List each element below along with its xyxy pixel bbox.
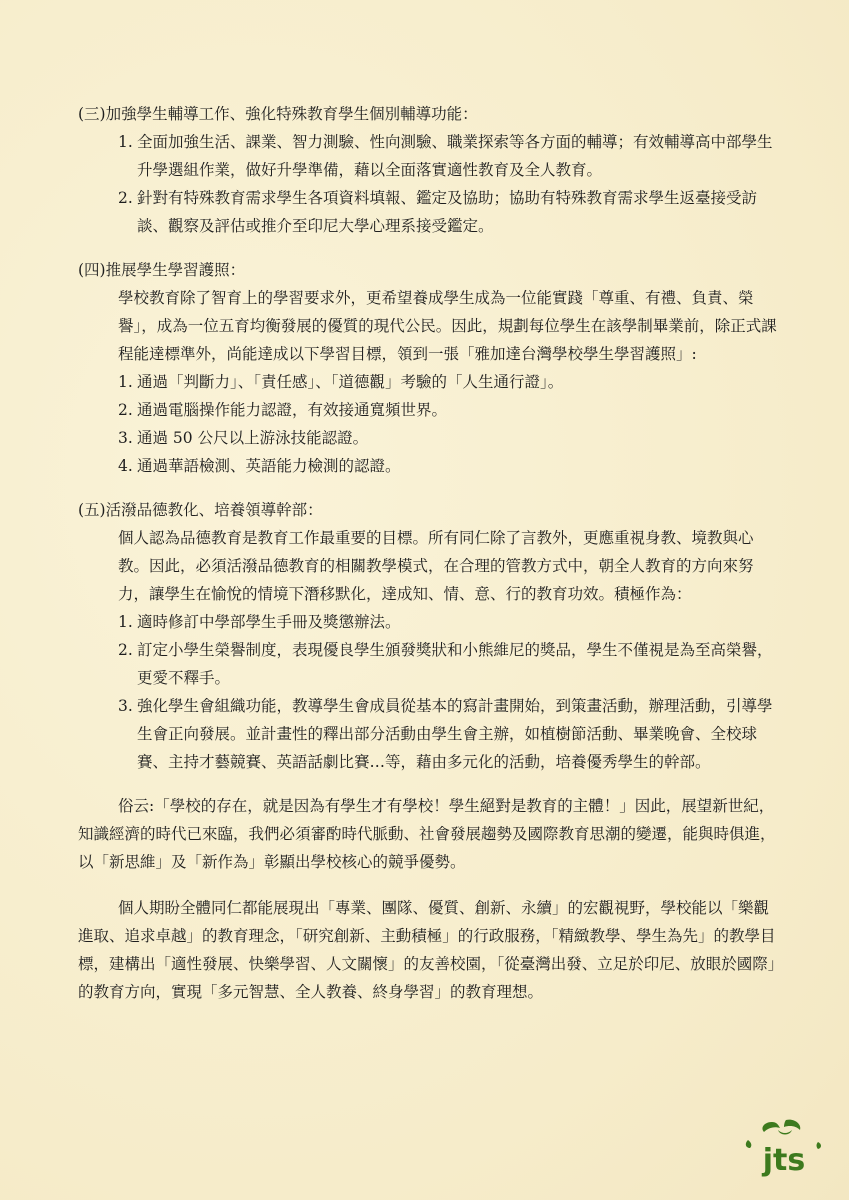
item-text: 通過 50 公尺以上游泳技能認證。 (137, 429, 369, 447)
item-number: 3. (118, 697, 133, 715)
item-text: 強化學生會組織功能，教導學生會成員從基本的寫計畫開始，到策畫活動，辦理活動，引導學生會正向發展。並計畫性的釋出部分活動由學生會主辦，如植樹節活動、畢業晚會、全校球賽、主持才藝競賽、英語話劇比賽…等，藉由多元化的活動，培養優秀學生的幹部。 (137, 697, 773, 771)
list-item (78, 692, 778, 776)
section-guidance (78, 100, 778, 240)
item-number: 1. (118, 373, 133, 391)
item-number: 2. (118, 641, 133, 659)
item-text: 全面加強生活、課業、智力測驗、性向測驗、職業探索等各方面的輔導；有效輔導高中部學生升學選組作業，做好升學準備，藉以全面落實適性教育及全人教育。 (137, 133, 773, 179)
section-intro: 個人認為品德教育是教育工作最重要的目標。所有同仁除了言教外，更應重視身教、境教與心教。因此，必須活潑品德教育的相關教學模式，在合理的管教方式中，朝全人教育的方向來努力，讓學生在愉悅的情境下潛移默化，達成知、情、意、行的教育功效。積極作為： (118, 529, 754, 603)
closing-paragraph: 個人期盼全體同仁都能展現出「專業、團隊、優質、創新、永續」的宏觀視野，學校能以「樂觀進取、追求卓越」的教育理念，「研究創新、主動積極」的行政服務，「精緻教學、學生為先」的教學目標，建構出「適性發展、快樂學習、人文關懷」的友善校園，「從臺灣出發、立足於印尼、放眼於國際」的教育方向，實現「多元智慧、全人教養、終身學習」的教育理想。 (78, 899, 776, 1001)
section-heading: (三)加強學生輔導工作、強化特殊教育學生個別輔導功能： (78, 105, 478, 123)
section-passport (78, 256, 778, 480)
item-number: 3. (118, 429, 133, 447)
item-number: 1. (118, 613, 133, 631)
item-number: 4. (118, 457, 133, 475)
item-text: 通過「判斷力」、「責任感」、「道德觀」考驗的「人生通行證」。 (137, 373, 564, 391)
section-heading: (四)推展學生學習護照： (78, 261, 246, 279)
item-number: 2. (118, 189, 133, 207)
closing-paragraph: 俗云:「學校的存在，就是因為有學生才有學校！學生絕對是教育的主體！」因此，展望新世紀，知識經濟的時代已來臨，我們必須審酌時代脈動、社會發展趨勢及國際教育思潮的變遷，能與時俱進，以「新思維」及「新作為」彰顯出學校核心的競爭優勢。 (78, 797, 776, 871)
item-text: 針對有特殊教育需求學生各項資料填報、鑑定及協助；協助有特殊教育需求學生返臺接受訪談、觀察及評估或推介至印尼大學心理系接受鑑定。 (137, 189, 758, 235)
item-text: 通過華語檢測、英語能力檢測的認證。 (137, 457, 401, 475)
list-item (78, 184, 778, 240)
logo-text: jts (762, 1143, 806, 1178)
section-intro: 學校教育除了智育上的學習要求外，更希望養成學生成為一位能實踐「尊重、有禮、負責、榮譽」，成為一位五育均衡發展的優質的現代公民。因此，規劃每位學生在該學制畢業前，除正式課程能達標準外，尚能達成以下學習目標，領到一張「雅加達台灣學校學生學習護照」: (118, 289, 777, 363)
item-text: 訂定小學生榮譽制度，表現優良學生頒發獎狀和小熊維尼的獎品，學生不僅視是為至高榮譽，更愛不釋手。 (137, 641, 773, 687)
list-item (78, 452, 778, 480)
document-body (78, 100, 778, 1024)
list-item (78, 396, 778, 424)
section-heading: (五)活潑品德教化、培養領導幹部： (78, 501, 323, 519)
item-number: 1. (118, 133, 133, 151)
list-item (78, 128, 778, 184)
item-text: 適時修訂中學部學生手冊及獎懲辦法。 (137, 613, 401, 631)
school-logo (742, 1118, 826, 1178)
item-number: 2. (118, 401, 133, 419)
section-character (78, 496, 778, 776)
list-item (78, 608, 778, 636)
list-item (78, 424, 778, 452)
item-text: 通過電腦操作能力認證，有效接通寬頻世界。 (137, 401, 448, 419)
list-item (78, 368, 778, 396)
list-item (78, 636, 778, 692)
